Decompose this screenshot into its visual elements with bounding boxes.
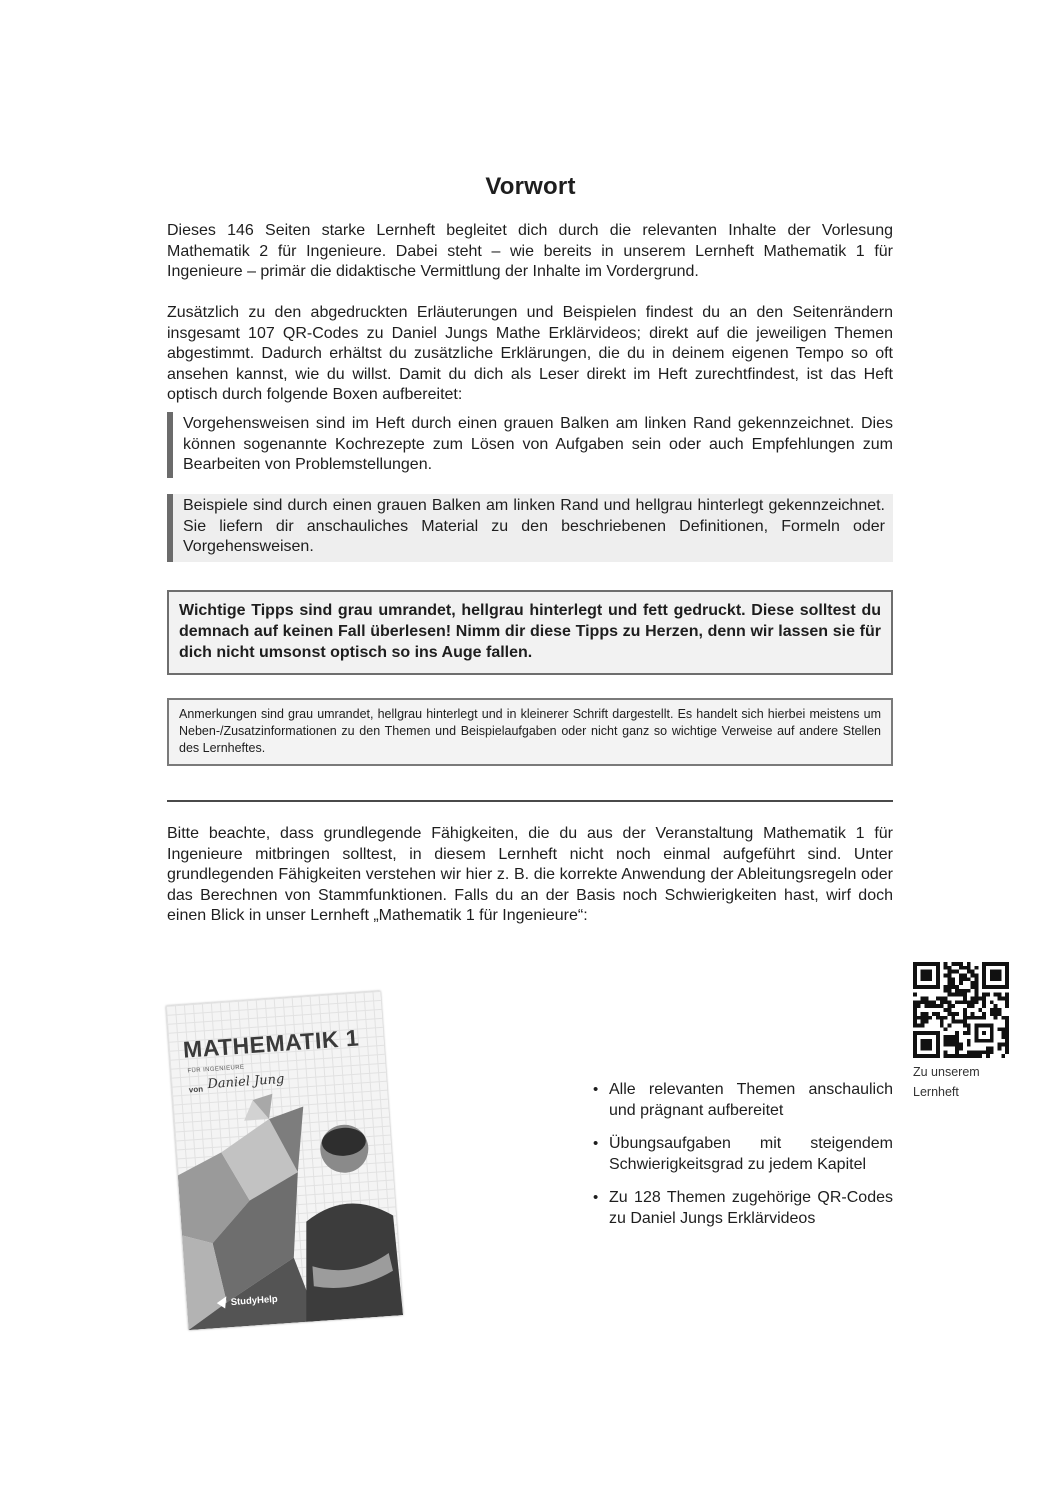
- page-title: Vorwort: [485, 173, 576, 200]
- divider: [167, 800, 893, 802]
- qr-info-paragraph: Zusätzlich zu den abgedruckten Erläuterungen und Beispielen findest du an den Seitenrändern insgesamt 107 QR-Codes zu Daniel Jungs Mathe Erklärvideos; direkt auf die jeweiligen Themen abgestimmt. Dadurch erhältst du zusätzliche Erklärungen, die du in deinem eigenen Tempo so oft ansehen kannst, wie du willst. Damit du dich als Leser direkt im Heft zurechtfindest, ist das Heft optisch durch folgende Boxen aufbereitet:: [167, 304, 893, 404]
- qr-caption: [913, 1062, 1023, 1102]
- list-item: • Zu 128 Themen zugehörige QR-Codes zu Daniel Jungs Erklärvideos: [593, 1188, 893, 1229]
- example-box: Beispiele sind durch einen grauen Balken am linken Rand und hellgrau hinterlegt gekennzeichnet. Sie liefern dir anschauliches Material zu den beschriebenen Definitionen, Formeln oder Vorgehensweisen.: [167, 494, 893, 562]
- note-box: Anmerkungen sind grau umrandet, hellgrau hinterlegt und in kleinerer Schrift dargestellt. Es handelt sich hierbei meistens um Neben-/Zusatzinformationen zu den Themen und Beispielaufgaben oder nicht ganz so wichtige Verweise auf andere Stellen des Lernheftes.: [167, 698, 893, 766]
- intro-paragraph: Dieses 146 Seiten starke Lernheft begleitet dich durch die relevanten Inhalte der Vorlesung Mathematik 2 für Ingenieure. Dabei steht – wie bereits in unserem Lernheft Mathematik 1 für Ingenieure – primär die didaktische Vermittlung der Inhalte im Vordergrund.: [167, 222, 893, 281]
- cover-author-prefix: von: [188, 1084, 204, 1095]
- procedure-box: Vorgehensweisen sind im Heft durch einen grauen Balken am linken Rand gekennzeichnet. Dies können sogenannte Kochrezepte zum Lösen von Aufgaben sein oder auch Empfehlungen zum Bearbeiten von Problemstellungen.: [167, 412, 893, 478]
- cover-signature: Daniel Jung: [207, 1071, 285, 1093]
- cover-illustration: [166, 991, 403, 1330]
- cover-publisher: StudyHelp: [230, 1293, 279, 1309]
- book-cover-image: [166, 991, 403, 1330]
- list-item: • Alle relevanten Themen anschaulich und prägnant aufbereitet: [593, 1080, 893, 1121]
- qr-code-icon[interactable]: [913, 962, 1009, 1058]
- prerequisites-paragraph: Bitte beachte, dass grundlegende Fähigkeiten, die du aus der Veranstaltung Mathematik 1 für Ingenieure mitbringen solltest, in diesem Lernheft nicht noch einmal aufgeführt sind. Unter grundlegenden Fähigkeiten verstehen wir hier z. B. die korrekte Anwendung der Ableitungsregeln oder das Berechnen von Stammfunktionen. Falls du an der Basis noch Schwierigkeiten hast, wirf doch einen Blick in unser Lernheft „Mathematik 1 für Ingenieure“:: [167, 825, 893, 925]
- cover-title: MATHEMATIK 1: [182, 1024, 360, 1063]
- feature-list: [593, 1080, 893, 1242]
- qr-caption-line-1: Zu unserem: [913, 1065, 980, 1079]
- qr-caption-line-2: Lernheft: [913, 1085, 959, 1099]
- cover-subtitle: FÜR INGENIEURE: [187, 1064, 245, 1075]
- list-item: • Übungsaufgaben mit steigendem Schwierigkeitsgrad zu jedem Kapitel: [593, 1134, 893, 1175]
- tip-box: Wichtige Tipps sind grau umrandet, hellgrau hinterlegt und fett gedruckt. Diese solltest du demnach auf keinen Fall überlesen! Nimm dir diese Tipps zu Herzen, denn wir lassen sie für dich nicht umsonst optisch so ins Auge fallen.: [167, 590, 893, 675]
